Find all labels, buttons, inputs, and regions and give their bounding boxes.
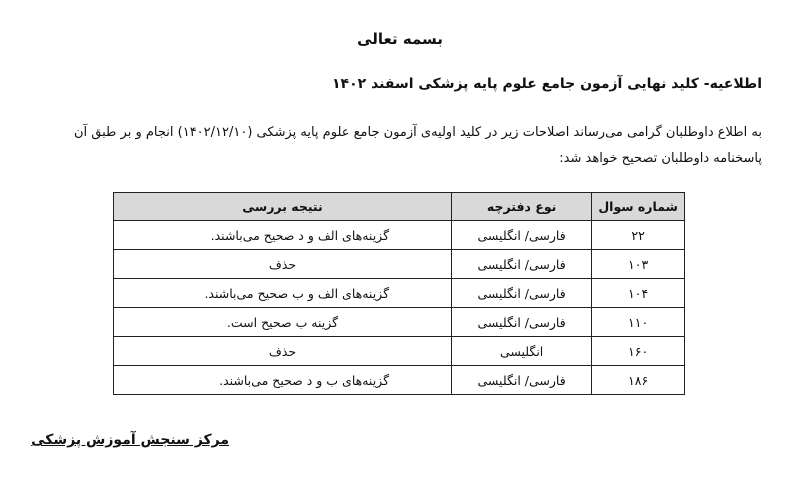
question-number-cell: ۱۰۳	[592, 250, 685, 279]
table-row	[114, 279, 685, 308]
issuer-signature: مرکز سنجش آموزش پزشکی	[31, 432, 229, 448]
table-row	[114, 250, 685, 279]
question-number-cell: ۱۶۰	[592, 337, 685, 366]
table-row	[114, 366, 685, 395]
booklet-type-cell: فارسی/ انگلیسی	[452, 308, 592, 337]
question-number-cell: ۱۱۰	[592, 308, 685, 337]
bismillah-header: بسمه تعالی	[357, 30, 443, 48]
review-result-cell: گزینه‌های ب و د صحیح می‌باشند.	[114, 366, 452, 395]
review-result-cell: گزینه ب صحیح است.	[114, 308, 452, 337]
review-result-cell: گزینه‌های الف و د صحیح می‌باشند.	[114, 221, 452, 250]
review-result-cell: حذف	[114, 337, 452, 366]
question-number-cell: ۱۰۴	[592, 279, 685, 308]
intro-line-1: به اطلاع داوطلبان گرامی می‌رساند اصلاحات زیر در کلید اولیه‌ی آزمون جامع علوم پایه پزشکی (۱۴۰۲/۱۲/۱۰) انجام و بر طبق آن	[74, 125, 762, 140]
booklet-type-cell: فارسی/ انگلیسی	[452, 366, 592, 395]
table-row	[114, 308, 685, 337]
table-row	[114, 337, 685, 366]
header-review-result: نتیجه بررسی	[114, 193, 452, 221]
question-number-cell: ۲۲	[592, 221, 685, 250]
review-result-cell: گزینه‌های الف و ب صحیح می‌باشند.	[114, 279, 452, 308]
table-row	[114, 221, 685, 250]
booklet-type-cell: انگلیسی	[452, 337, 592, 366]
header-booklet-type: نوع دفترچه	[452, 193, 592, 221]
intro-line-2: پاسخنامه داوطلبان تصحیح خواهد شد:	[559, 151, 762, 166]
table-header-row	[114, 193, 685, 221]
booklet-type-cell: فارسی/ انگلیسی	[452, 221, 592, 250]
review-result-cell: حذف	[114, 250, 452, 279]
header-question-number: شماره سوال	[592, 193, 685, 221]
announcement-title: اطلاعیه- کلید نهایی آزمون جامع علوم پایه پزشکی اسفند ۱۴۰۲	[332, 76, 762, 92]
intro-paragraph	[32, 120, 762, 172]
booklet-type-cell: فارسی/ انگلیسی	[452, 250, 592, 279]
question-number-cell: ۱۸۶	[592, 366, 685, 395]
booklet-type-cell: فارسی/ انگلیسی	[452, 279, 592, 308]
answer-key-corrections-table	[113, 192, 685, 395]
